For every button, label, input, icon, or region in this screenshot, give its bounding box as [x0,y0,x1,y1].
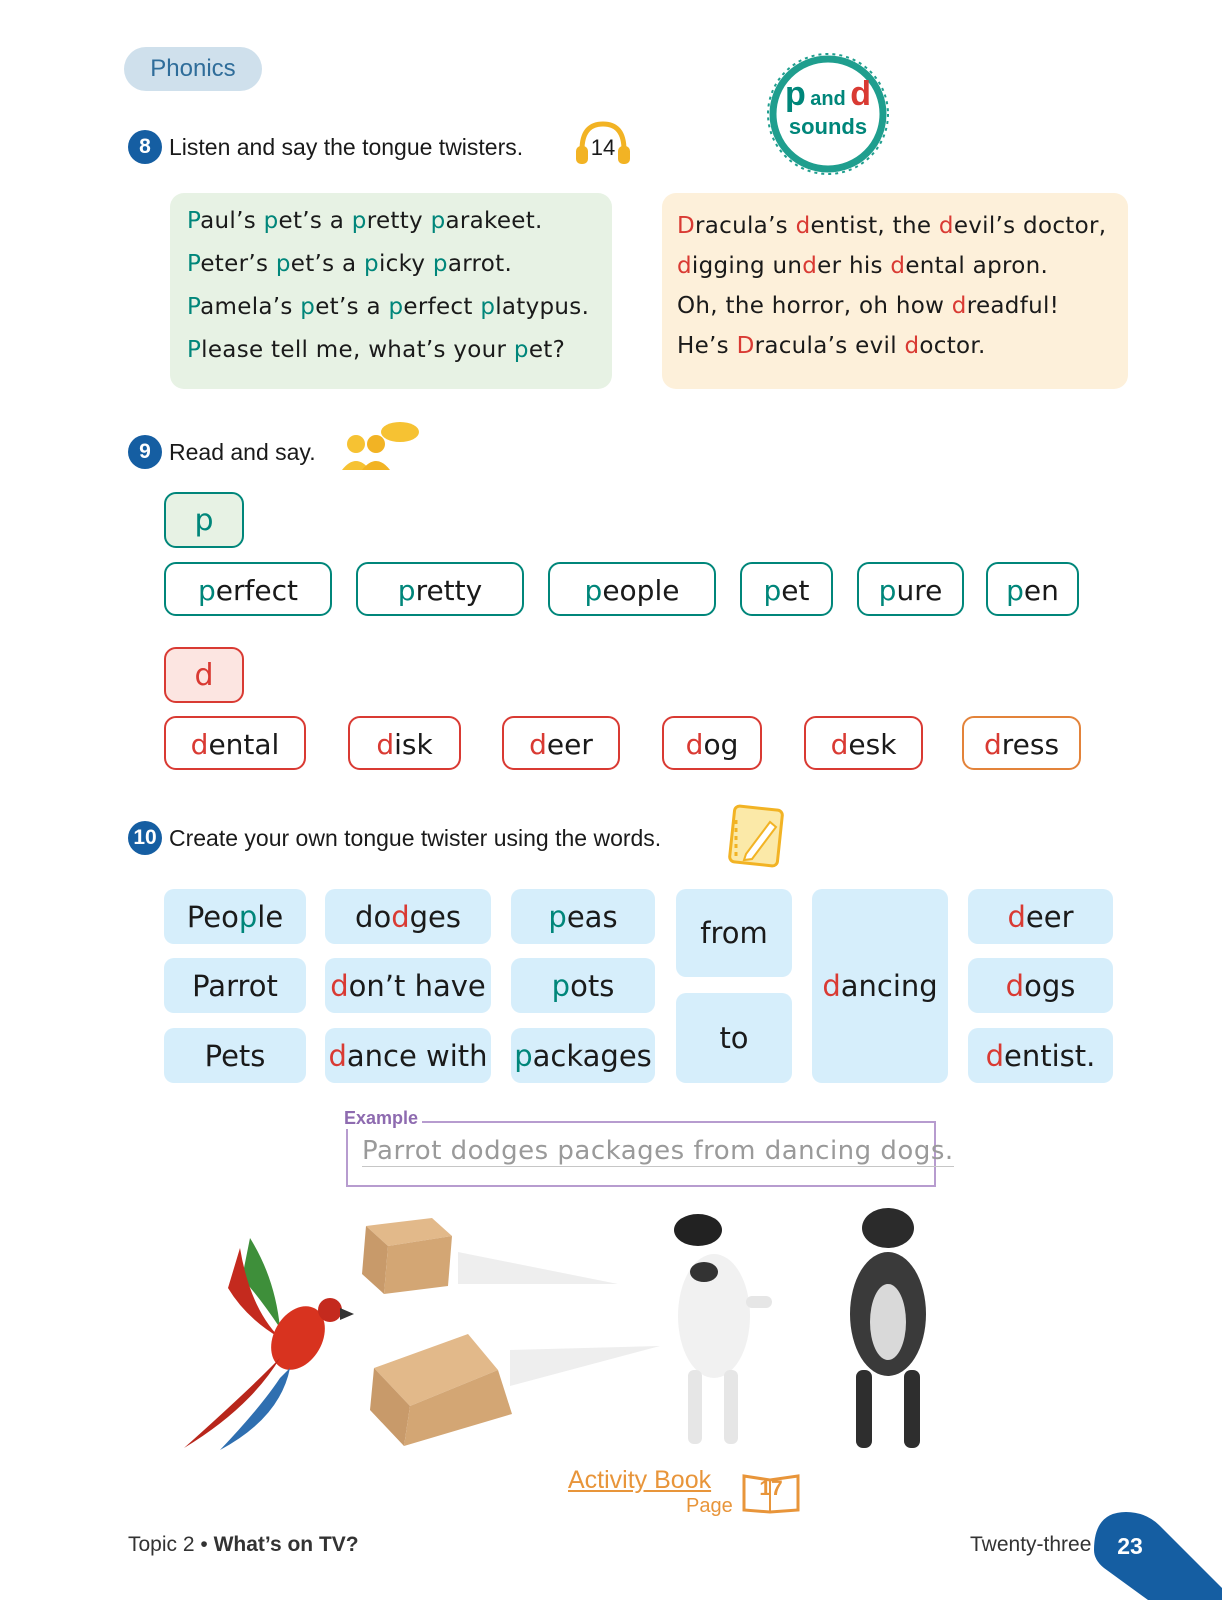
pair-work-icon [338,420,420,472]
motion-streak-1 [458,1248,618,1288]
word-cell [325,889,491,944]
word-card [740,562,833,616]
text-segment: entist, the [810,213,939,239]
highlighted-letter: d [677,253,692,279]
white-dog-image [654,1206,778,1458]
text-segment: Oh, the horror, oh how [677,293,952,319]
text-segment: et? [528,337,566,363]
poem-line [187,286,589,329]
word-cell [164,1028,306,1083]
highlighted-letter: p [263,208,279,234]
exercise-number-10: 10 [128,821,162,855]
word-card [962,716,1081,770]
word-cell [164,958,306,1013]
highlighted-letter: d [904,333,920,359]
text-segment: Peo [186,899,239,934]
text-segment: ots [570,968,615,1003]
text-segment: He’s [677,333,737,359]
highlighted-letter: p [548,899,567,934]
text-segment: from [700,916,768,950]
highlighted-letter: d [1007,899,1026,934]
activity-book-page-number: 17 [759,1477,783,1500]
word-cell [511,889,655,944]
text-segment: le [257,899,284,934]
text-segment: er his [817,253,891,279]
highlighted-letter: d [890,253,906,279]
text-segment: et’s a [315,294,389,320]
badge-sounds: sounds [788,114,868,139]
p-sound-header: p [164,492,244,548]
d-sound-header: d [164,647,244,703]
text-segment: readful! [966,293,1060,319]
text-segment: ges [409,899,461,934]
highlighted-letter: P [187,208,201,234]
word-cell [968,1028,1113,1083]
word-cell [812,889,948,1083]
highlighted-letter: d [983,728,1002,761]
text-segment: isk [394,728,433,761]
highlighted-letter: P [187,251,201,277]
highlighted-letter: p [514,1038,533,1073]
audio-track[interactable] [574,120,632,166]
text-segment: eer [1025,899,1074,934]
highlighted-letter: p [198,574,216,607]
highlighted-letter: d [951,293,967,319]
highlighted-letter: d [802,253,818,279]
exercise-number-8: 8 [128,130,162,164]
poem-line [187,200,589,243]
highlighted-letter: p [551,968,571,1003]
highlighted-letter: P [187,337,202,363]
footer-topic-label: Topic 2 • [128,1533,208,1556]
highlighted-letter: p [513,337,529,363]
text-segment: racula’s [695,213,796,239]
word-card [356,562,524,616]
word-card [986,562,1079,616]
exercise-8-instruction: Listen and say the tongue twisters. [169,134,524,160]
badge-p: p [784,75,806,113]
highlighted-letter: p [878,574,897,607]
highlighted-letter: D [736,333,755,359]
highlighted-letter: D [677,213,696,239]
highlighted-letter: p [388,294,404,320]
text-segment: evil’s doctor, [953,213,1107,239]
parrot-image [180,1218,366,1458]
word-cell [325,958,491,1013]
page-number: 23 [1117,1533,1143,1559]
box-image-2 [370,1330,516,1448]
highlighted-letter: d [330,968,349,1003]
highlighted-letter: d [1005,968,1025,1003]
text-segment: ancing [840,969,938,1003]
highlighted-letter: d [529,728,547,761]
highlighted-letter: p [364,251,379,277]
highlighted-letter: p [480,294,496,320]
text-segment: eople [602,574,680,607]
highlighted-letter: d [190,728,209,761]
example-label: Example [340,1108,422,1129]
text-segment: octor. [919,333,986,359]
text-segment: Parrot [192,968,278,1003]
word-cell [968,889,1113,944]
text-segment: racula’s evil [754,333,905,359]
word-card [164,562,332,616]
text-segment: arrot. [447,251,513,277]
word-cell [511,958,655,1013]
badge-d: d [850,75,872,113]
word-cell [676,993,792,1083]
highlighted-letter: d [376,728,395,761]
text-segment: ress [1001,728,1060,761]
footer-topic [128,1533,359,1557]
highlighted-letter: p [351,208,367,234]
text-segment: og [703,728,739,761]
text-segment: to [719,1021,749,1055]
word-cell [325,1028,491,1083]
exercise-9-instruction: Read and say. [169,439,316,465]
text-segment: ure [896,574,943,607]
text-segment: aul’s [200,208,264,234]
text-segment: ackages [532,1038,652,1073]
section-tag: Phonics [124,47,262,91]
highlighted-letter: p [584,574,603,607]
example-sentence: Parrot dodges packages from dancing dogs. [362,1136,954,1166]
text-segment: esk [848,728,897,761]
text-segment: et’s a [290,251,365,277]
word-card [662,716,762,770]
highlighted-letter: d [938,213,954,239]
highlighted-letter: p [275,251,291,277]
text-segment: icky [378,251,433,277]
highlighted-letter: p [432,251,448,277]
text-segment: eer [546,728,593,761]
text-segment: et’s a [278,208,352,234]
footer-topic-title: What’s on TV? [213,1533,359,1556]
word-card [857,562,964,616]
poem-line [187,329,589,372]
text-segment: en [1023,574,1059,607]
poem-line [677,206,1106,246]
word-card [804,716,923,770]
word-cell [164,889,306,944]
text-segment: do [355,899,392,934]
highlighted-letter: d [830,728,849,761]
poem-line [187,243,589,286]
highlighted-letter: p [300,294,316,320]
sounds-badge [766,52,890,176]
poem-line [677,326,1106,366]
text-segment: et [781,574,810,607]
word-cell [511,1028,655,1083]
exercise-number-9: 9 [128,435,162,469]
word-card [164,716,306,770]
text-segment: entist. [1004,1038,1096,1073]
highlighted-letter: p [397,574,416,607]
black-dog-image [826,1202,950,1458]
highlighted-letter: P [187,294,201,320]
motion-streak-2 [510,1344,660,1388]
text-segment: lease tell me, what’s your [201,337,514,363]
word-card [348,716,461,770]
highlighted-letter: d [391,899,410,934]
text-segment: erfect [215,574,298,607]
highlighted-letter: p [763,574,782,607]
text-segment: latypus. [495,294,590,320]
exercise-10-instruction: Create your own tongue twister using the words. [169,825,662,851]
word-cell [968,958,1113,1013]
activity-book-page-label: Page [686,1495,733,1517]
text-segment: retty [415,574,483,607]
tongue-twister-p [187,200,589,372]
highlighted-letter: d [985,1038,1005,1073]
text-segment: ental [208,728,280,761]
text-segment: eter’s [200,251,276,277]
text-segment: ental apron. [905,253,1049,279]
badge-and: and [810,88,846,110]
text-segment: retty [366,208,431,234]
word-card [502,716,620,770]
text-segment: amela’s [200,294,301,320]
word-card [548,562,716,616]
box-image-1 [358,1216,458,1296]
text-segment: ogs [1024,968,1076,1003]
text-segment: Pets [204,1038,266,1073]
poem-line [677,246,1106,286]
highlighted-letter: p [430,208,446,234]
poem-line [677,286,1106,326]
tongue-twister-d [677,206,1106,366]
highlighted-letter: p [238,899,258,934]
text-segment: on’t have [348,968,486,1003]
highlighted-letter: d [328,1038,347,1073]
text-segment: arakeet. [445,208,543,234]
text-segment: erfect [403,294,481,320]
highlighted-letter: d [795,213,811,239]
word-cell [676,889,792,977]
text-segment: ance with [346,1038,488,1073]
highlighted-letter: d [822,969,841,1003]
highlighted-letter: p [1006,574,1024,607]
highlighted-letter: d [685,728,704,761]
text-segment: igging un [691,253,803,279]
text-segment: eas [566,899,618,934]
audio-track-number: 14 [590,135,616,160]
activity-book-page[interactable] [740,1470,802,1514]
writing-pencil-icon [726,800,786,868]
activity-book-link[interactable]: Activity Book [568,1466,712,1494]
footer-page-word: Twenty-three [970,1533,1092,1556]
